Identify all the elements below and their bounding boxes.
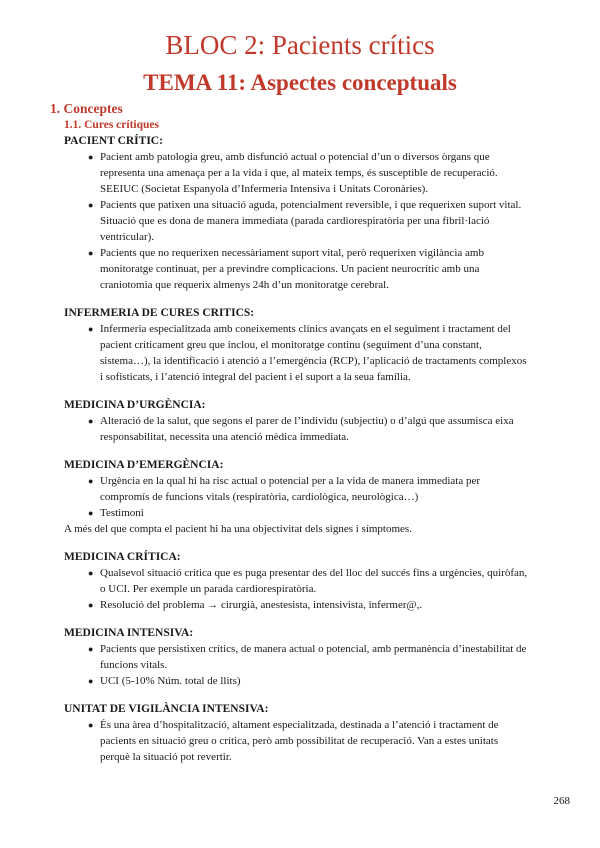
bullet-list	[46, 641, 572, 689]
list-item-line: o UCI. Per exemple un parada cardiorespiratòria.	[100, 583, 317, 595]
list-item-line: Infermeria especialitzada amb coneixements clínics avançats en el seguiment i tractament del	[100, 323, 511, 335]
list-item	[46, 717, 572, 765]
bullet-list	[46, 717, 572, 765]
list-item-line: monitoratge continuat, per a previndre complicacions. Un pacient neurocrític amb una	[100, 263, 480, 275]
definition-heading: UNITAT DE VIGILÀNCIA INTENSIVA:	[64, 703, 269, 715]
list-item	[46, 597, 572, 613]
bullet-icon: ●	[88, 416, 94, 426]
list-item-line: Pacient amb patologia greu, amb disfunció actual o potencial d’un o diversos òrgans que	[100, 151, 490, 163]
definition-blocks	[46, 133, 572, 765]
bullet-icon: ●	[88, 720, 94, 730]
bullet-icon: ●	[88, 476, 94, 486]
page-number: 268	[553, 795, 570, 807]
list-item-line: sistema…), la identificació i atenció a l’emergència (RCP), l’aplicació de tractaments complexos	[100, 355, 527, 367]
bullet-icon: ●	[88, 508, 94, 518]
list-item-line: ventricular).	[100, 231, 155, 243]
list-item-line: representa una amenaça per a la vida i que, al mateix temps, és susceptible de recuperació.	[100, 167, 498, 179]
bullet-list	[46, 565, 572, 613]
list-item-line: responsabilitat, necessita una atenció mèdica immediata.	[100, 431, 349, 443]
bullet-icon: ●	[88, 644, 94, 654]
bullet-list	[46, 149, 572, 293]
bullet-icon: ●	[88, 152, 94, 162]
tema-title: TEMA 11: Aspectes conceptuals	[143, 70, 457, 95]
list-item-line: Pacients que persistixen crítics, de manera actual o potencial, amb permanència d’inestabilitat de	[100, 643, 527, 655]
list-item-line: funcions vitals.	[100, 659, 168, 671]
document-content	[46, 101, 572, 765]
list-item	[46, 565, 572, 597]
definition-heading: MEDICINA D’URGÈNCIA:	[64, 399, 206, 411]
list-item-line: SEEIUC (Societat Espanyola d’Infermeria Intensiva i Unitats Coronàries).	[100, 183, 429, 195]
list-item-line: pacients en situació greu o crítica, però amb possibilitat de recuperació. Van a estes unitats	[100, 735, 499, 747]
list-item	[46, 641, 572, 673]
list-item-line: i sofisticats, i l’atenció integral del pacient i el suport a la seua família.	[100, 371, 411, 383]
list-item-line: Testimoni	[100, 507, 144, 519]
bullet-icon: ●	[88, 568, 94, 578]
list-item-line: Situació que es dona de manera immediata (parada cardiorespiratòria per una fibril·lació	[100, 215, 490, 227]
definition-heading: MEDICINA D’EMERGÈNCIA:	[64, 459, 224, 471]
bullet-list	[46, 321, 572, 385]
note-text: A més del que compta el pacient hi ha una objectivitat dels signes i símptomes.	[64, 523, 412, 535]
list-item-line: pacient críticament greu que inclou, el monitoratge continu (seguiment d’una constant,	[100, 339, 482, 351]
list-item	[46, 321, 572, 385]
bullet-icon: ●	[88, 200, 94, 210]
list-item-line: Pacients que patixen una situació aguda, potencialment reversible, i que requerixen suport vital.	[100, 199, 522, 211]
list-item-line: Alteració de la salut, que segons el parer de l’individu (subjectiu) o d’algú que assumisca eixa	[100, 415, 514, 427]
list-item-line: perquè la situació pot revertir.	[100, 751, 232, 763]
bullet-icon: ●	[88, 676, 94, 686]
list-item	[46, 413, 572, 445]
bullet-list	[46, 413, 572, 445]
bullet-list	[46, 473, 572, 521]
definition-heading: INFERMERIA DE CURES CRITICS:	[64, 307, 255, 319]
list-item-line: És una àrea d’hospitalització, altament especialitzada, destinada a l’atenció i tractament de	[100, 719, 499, 731]
list-item	[46, 245, 572, 293]
list-item	[46, 673, 572, 689]
list-item-line: craniotomia que requerix almenys 24h d’un monitoratge cerebral.	[100, 279, 389, 291]
definition-heading: MEDICINA INTENSIVA:	[64, 627, 194, 639]
list-item-line: Pacients que no requerixen necessàriament suport vital, però requerixen vigilància amb	[100, 247, 484, 259]
bullet-icon: ●	[88, 324, 94, 334]
section-heading: 1. Conceptes	[50, 101, 123, 116]
definition-heading: PACIENT CRÍTIC:	[64, 135, 163, 147]
list-item	[46, 473, 572, 505]
list-item-line: Qualsevol situació crítica que es puga presentar des del lloc del succés fins a urgències, quiròfan,	[100, 567, 528, 579]
list-item-line: UCI (5-10% Núm. total de llits)	[100, 675, 241, 687]
definition-heading: MEDICINA CRÍTICA:	[64, 551, 181, 563]
list-item-line: Resolució del problema → cirurgià, anestesista, intensivista, infermer@,.	[100, 599, 423, 611]
bullet-icon: ●	[88, 248, 94, 258]
list-item-line: compromís de funcions vitals (respiratòria, cardiològica, neurològica…)	[100, 491, 419, 503]
list-item	[46, 197, 572, 245]
list-item-line: Urgència en la qual hi ha risc actual o potencial per a la vida de manera immediata per	[100, 475, 481, 487]
subsection-heading: 1.1. Cures crítiques	[64, 119, 159, 131]
bullet-icon: ●	[88, 600, 94, 610]
list-item	[46, 505, 572, 521]
bloc-title: BLOC 2: Pacients crítics	[165, 30, 435, 60]
list-item	[46, 149, 572, 197]
